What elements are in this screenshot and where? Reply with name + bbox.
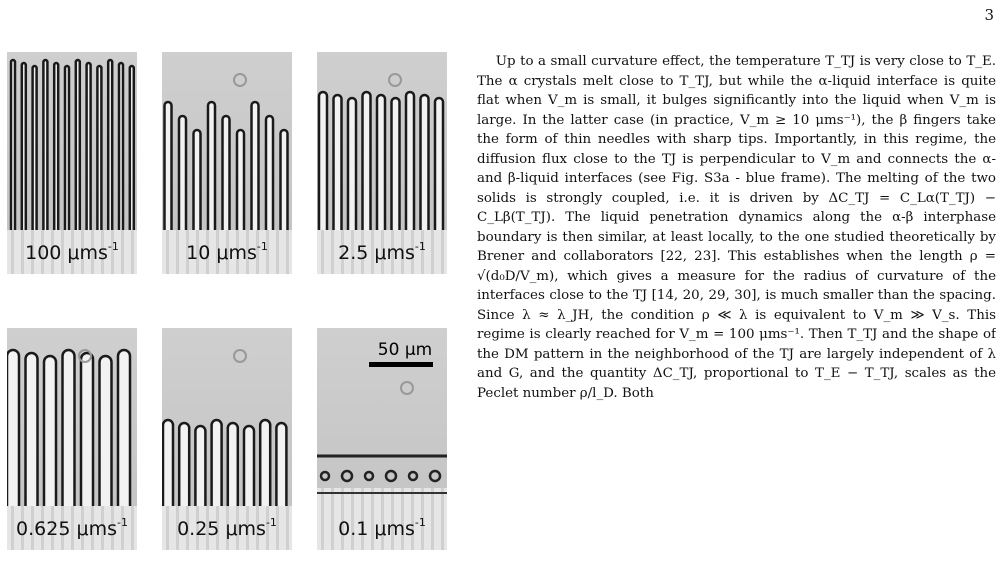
- panel-velocity-label: 10 μms$^{-1}$: [186, 240, 268, 264]
- panel-velocity-label: 0.1 μms$^{-1}$: [338, 516, 426, 540]
- scale-bar: [369, 362, 433, 367]
- panel-velocity-label: 0.625 μms$^{-1}$: [16, 516, 128, 540]
- panel-velocity-label: 0.25 μms$^{-1}$: [177, 516, 277, 540]
- micrograph-panel-2-5: [317, 52, 447, 274]
- panel-velocity-label: 2.5 μms$^{-1}$: [338, 240, 426, 264]
- body-paragraph: Up to a small curvature effect, the temperature T_TJ is very close to T_E. The α crystals melt close to T_TJ, but while the α-liquid interface is quite flat when V_m is small, it bulges significantly into the liquid when V_m is large. In the latter case (in practice, V_m ≥ 10 μms⁻¹), the β fingers take the form of thin needles with sharp tips. Importantly, in this regime, the diffusion flux close to the TJ is perpendicular to V_m and connects the α- and β-liquid interfaces (see Fig. S3a - blue frame). The melting of the two solids is strongly coupled, i.e. it is driven by ΔC_TJ = C_Lα(T_TJ) − C_Lβ(T_TJ). The liquid penetration dynamics along the α-β interphase boundary is then similar, at least locally, to the one studied theoretically by Brener and collaborators [22, 23]. This establishes when the length ρ = √(d₀D/V_m), which gives a measure for the radius of curvature of the interfaces close to the TJ [14, 20, 29, 30], is much smaller than the spacing. Since λ ≈ λ_JH, the condition ρ ≪ λ is equivalent to V_m ≫ V_s. This regime is clearly reached for V_m = 100 μms⁻¹. Then T_TJ and the shape of the DM pattern in the neighborhood of the TJ are largely independent of λ and G, and the quantity ΔC_TJ, proportional to T_E − T_TJ, scales as the Peclet number ρ/l_D. Both: [477, 54, 996, 401]
- panel-velocity-label: 100 μms$^{-1}$: [25, 240, 119, 264]
- page-number: 3: [984, 6, 994, 24]
- micrograph-panel-0-1: [317, 328, 447, 550]
- scale-bar-label: 50 μm: [377, 340, 433, 360]
- micrograph-panel-0-625: [7, 328, 137, 550]
- micrograph-panel-10: [162, 52, 292, 274]
- micrograph-panel-100: [7, 52, 137, 274]
- figure-micrographs: [0, 0, 470, 571]
- micrograph-panel-0-25: [162, 328, 292, 550]
